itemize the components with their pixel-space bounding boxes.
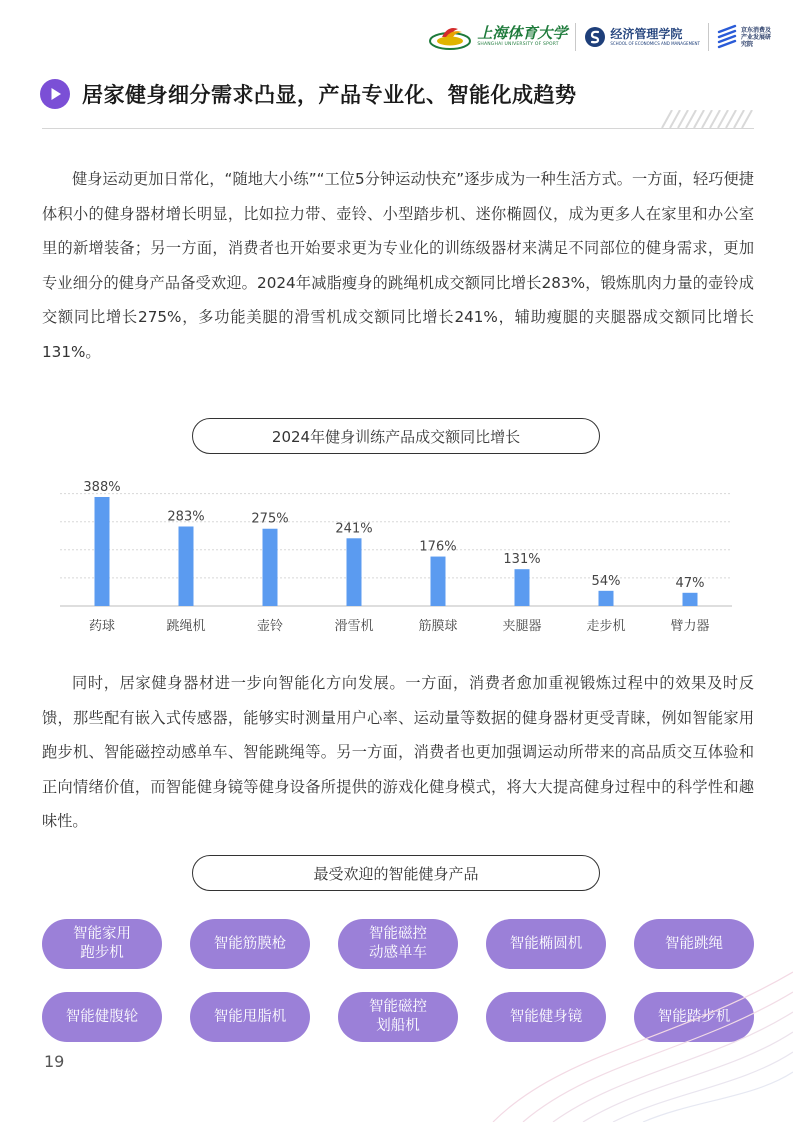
chart-category-label: 臂力器 [670,619,710,634]
paragraph-1: 健身运动更加日常化，“随地大小练”“工位5分钟运动快充”逐步成为一种生活方式。一方面，轻巧便捷体积小的健身器材增长明显，比如拉力带、壶铃、小型踏步机、迷你椭圆仪，成为更多人在家里和办公室里的新增装备；另一方面，消费者也开始要求更为专业化的训练级器材来满足不同部位的健身需求，更加专业细分的健身产品备受欢迎。2024年减脂瘦身的跳绳机成交额同比增长283%，锻炼肌肉力量的壶铃成交额同比增长275%，多功能美腿的滑雪机成交额同比增长241%，辅助瘦腿的夹腿器成交额同比增长131%。 [42,170,754,361]
chart-value-label: 47% [675,575,705,591]
sus-logo [428,23,567,51]
chart-value-label: 388% [83,479,121,495]
jd-name: 京东消费及产业发展研究院 [741,26,772,48]
chart-bar [263,529,278,606]
chart-value-label: 283% [167,509,205,525]
sus-name-cn: 上海体育大学 [477,24,568,43]
paragraph-2: 同时，居家健身器材进一步向智能化方向发展。一方面，消费者愈加重视锻炼过程中的效果及时反馈，那些配有嵌入式传感器，能够实时测量用户心率、运动量等数据的健身器材更受青睐，例如智能家用跑步机、智能磁控动感单车、智能跳绳等。另一方面，消费者也更加强调运动所带来的高品质交互体验和正向情绪价值，而智能健身镜等健身设备所提供的游戏化健身模式，将大大提高健身过程中的科学性和趣味性。 [42,674,754,830]
chart-category-label: 夹腿器 [502,619,542,634]
chart-category-label: 走步机 [586,619,626,634]
chart-bar [431,557,446,606]
smart-product-pill: 智能甩脂机 [190,992,310,1042]
page-number: 19 [44,1052,65,1071]
chart-bar [683,593,698,606]
chart-value-label: 131% [503,552,541,568]
sus-name-en: SHANGHAI UNIVERSITY OF SPORT [477,42,559,48]
smart-product-pill: 智能椭圆机 [486,919,606,969]
econ-name-en: SCHOOL OF ECONOMICS AND MANAGEMENT [610,41,700,46]
smart-product-pill: 智能跳绳 [634,919,754,969]
logo-divider [708,23,709,51]
smart-product-pill: 智能磁控 划船机 [338,992,458,1042]
section-title-text: 居家健身细分需求凸显，产品专业化、智能化成趋势 [82,83,577,107]
econ-logo [584,26,700,48]
logo-divider [575,23,576,51]
smart-product-pill: 智能健腹轮 [42,992,162,1042]
chart-category-label: 跳绳机 [166,619,206,634]
title-divider [42,128,754,129]
chart-bar [515,569,530,606]
sus-emblem-icon [428,23,472,51]
smart-product-pill: 智能健身镜 [486,992,606,1042]
header-logos [428,18,771,56]
background-wave-decoration [473,852,793,1122]
smart-product-pill: 智能家用 跑步机 [42,919,162,969]
section-title [40,79,577,109]
chart-category-label: 滑雪机 [334,619,374,634]
growth-bar-chart [42,478,754,638]
chart-bar [599,591,614,606]
econ-emblem-icon [584,26,606,48]
jd-logo [717,24,771,50]
chart-value-label: 176% [419,539,457,555]
smart-product-pill: 智能筋膜枪 [190,919,310,969]
chart-value-label: 241% [335,521,373,537]
products-header: 最受欢迎的智能健身产品 [192,855,600,891]
chart-value-label: 275% [251,511,289,527]
chart-value-label: 54% [591,573,621,589]
chart-category-label: 壶铃 [256,619,284,634]
chart-category-label: 药球 [88,619,116,634]
smart-product-pill: 智能踏步机 [634,992,754,1042]
chart-bar [95,497,110,606]
chart-bar [179,526,194,606]
econ-name-cn: 经济管理学院 [610,27,683,41]
play-icon [40,79,70,109]
chart-category-label: 筋膜球 [418,619,458,634]
chart-header: 2024年健身训练产品成交额同比增长 [192,418,600,454]
chart-bar [347,538,362,606]
smart-product-pill: 智能磁控 动感单车 [338,919,458,969]
title-stripes-decoration [656,110,754,128]
jd-emblem-icon [717,24,737,50]
